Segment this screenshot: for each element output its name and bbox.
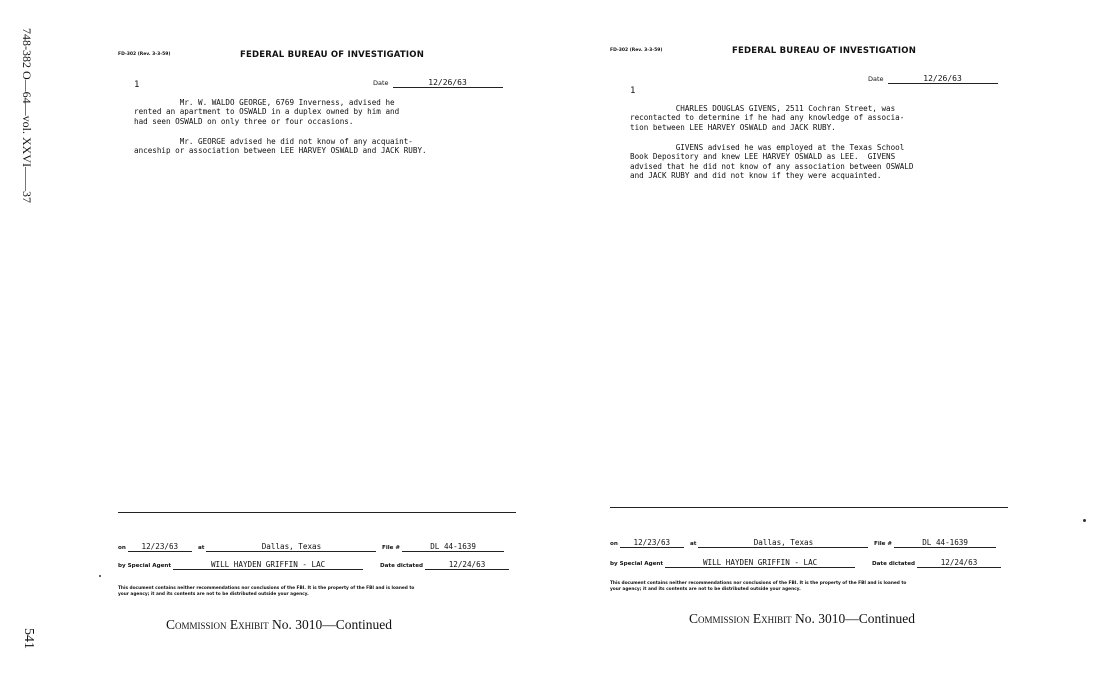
date-dictated-field: Date dictated 12/24/63 <box>380 560 509 570</box>
interview-date-field: on 12/23/63 <box>118 542 192 552</box>
scan-speck <box>1083 519 1086 522</box>
divider-line <box>610 507 1008 508</box>
report-paragraph: Mr. W. WALDO GEORGE, 6769 Inverness, advised he rented an apartment to OSWALD in a duplex owned by him and had seen OSWALD on only three or four occasions. <box>134 98 400 126</box>
form-number: FD-302 (Rev. 3-3-59) <box>118 52 171 57</box>
report-paragraph: CHARLES DOUGLAS GIVENS, 2511 Cochran Street, was recontacted to determine if he had any knowledge of associa- tion between LEE HARVEY OSWALD and JACK RUBY. <box>630 104 905 132</box>
page-number: 541 <box>21 628 36 649</box>
volume-side-label: 748-382 O—64—vol. XXVI——37 <box>20 28 34 203</box>
date-dictated-field: Date dictated 12/24/63 <box>872 558 1001 568</box>
exhibit-caption: Commission Exhibit No. 3010—Continued <box>689 611 916 626</box>
disclaimer: This document contains neither recommendations nor conclusions of the FBI. It is the property of the FBI and is loaned to your agency; it and its contents are not to be distributed outside your agency. <box>118 586 415 597</box>
divider-line <box>118 512 516 513</box>
fbi-report-left <box>118 52 518 672</box>
special-agent-field: by Special Agent WILL HAYDEN GRIFFIN - LAC <box>118 560 363 570</box>
disclaimer: This document contains neither recommendations nor conclusions of the FBI. It is the property of the FBI and is loaned to your agency; it and its contents are not to be distributed outside your agency. <box>610 581 907 592</box>
fbi-report-right <box>610 48 1010 668</box>
file-number-field: File # DL 44-1639 <box>874 538 996 548</box>
interview-date-field: on 12/23/63 <box>610 538 684 548</box>
page-mark: 1 <box>134 80 140 90</box>
exhibit-caption: Commission Exhibit No. 3010—Continued <box>166 617 393 632</box>
report-date: Date 12/26/63 <box>868 74 998 84</box>
location-field: at Dallas, Texas <box>198 542 376 552</box>
report-paragraph: Mr. GEORGE advised he did not know of any acquaint- anceship or association between LEE HARVEY OSWALD and JACK RUBY. <box>134 137 427 156</box>
report-date: Date 12/26/63 <box>373 78 503 88</box>
form-number: FD-302 (Rev. 3-3-59) <box>610 48 663 53</box>
file-number-field: File # DL 44-1639 <box>382 542 504 552</box>
location-field: at Dallas, Texas <box>690 538 868 548</box>
page-mark: 1 <box>630 86 636 96</box>
agency-header: FEDERAL BUREAU OF INVESTIGATION <box>732 46 917 56</box>
special-agent-field: by Special Agent WILL HAYDEN GRIFFIN - LAC <box>610 558 855 568</box>
report-paragraph: GIVENS advised he was employed at the Texas School Book Depository and knew LEE HARVEY OSWALD as LEE. GIVENS advised that he did not know of any association between OSWALD and JACK RUBY and did not know if they were acquainted. <box>630 143 914 180</box>
scan-speck <box>99 575 101 577</box>
agency-header: FEDERAL BUREAU OF INVESTIGATION <box>240 50 425 60</box>
